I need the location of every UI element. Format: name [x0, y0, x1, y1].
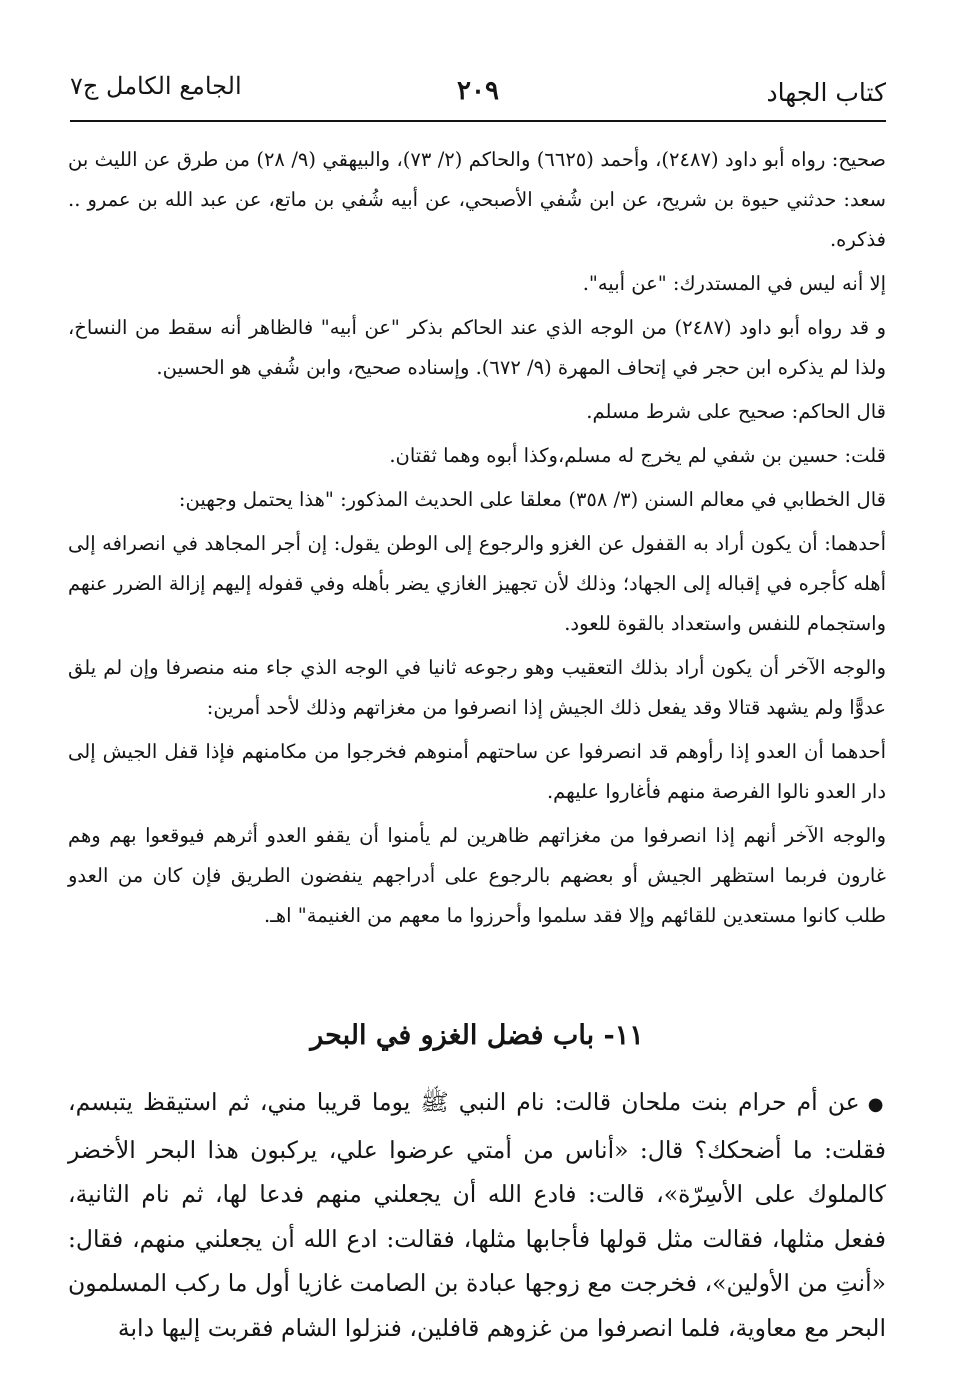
note-paragraph: و قد رواه أبو داود (٢٤٨٧) من الوجه الذي عند الحاكم بذكر "عن أبيه" فالظاهر أنه سقط من النساخ، ولذا لم يذكره ابن حجر في إتحاف المهرة (٩/ ٦٧٢). وإسناده صحيح، وابن شُفي هو الحسين. — [68, 316, 886, 379]
footnotes-block — [68, 140, 886, 940]
hadith-paragraph — [68, 1080, 886, 1350]
hadith-text: عن أم حرام بنت ملحان قالت: نام النبي ﷺ يوما قريبا مني، ثم استيقظ يتبسم، فقلت: ما أضحكك؟ قال: «أناس من أمتي عرضوا علي، يركبون هذا البحر الأخضر كالملوك على الأسِرّة»، قالت: فادع الله أن يجعلني منهم فدعا لها، ثم نام الثانية، ففعل مثلها، فقالت مثل قولها فأجابها مثلها، فقالت: ادع الله أن يجعلني منهم، فقال: «أنتِ من الأولين»، فخرجت مع زوجها عبادة بن الصامت غازيا أول ما ركب المسلمون البحر مع معاوية، فلما انصرفوا من غزوهم قافلين، فنزلوا الشام فقربت إليها دابة — [68, 1088, 886, 1342]
note-paragraph: والوجه الآخر أنهم إذا انصرفوا من مغزاتهم ظاهرين لم يأمنوا أن يقفو العدو أثرهم فيوقعوا بهم وهم غارون فربما استظهر الجيش أو بعضهم بالرجوع على أدراجهم ينفضون الطريق فإن كان من العدو طلب كانوا مستعدين للقائهم وإلا فقد سلموا وأحرزوا ما معهم من الغنيمة" اهـ. — [68, 824, 886, 927]
note-paragraph: أحدهما أن العدو إذا رأوهم قد انصرفوا عن ساحتهم أمنوهم فخرجوا من مكامنهم فإذا قفل الجيش إلى دار العدو نالوا الفرصة منهم فأغاروا عليهم. — [68, 740, 886, 803]
note-paragraph: أحدهما: أن يكون أراد به القفول عن الغزو والرجوع إلى الوطن يقول: إن أجر المجاهد في انصرافه إلى أهله كأجره في إقباله إلى الجهاد؛ وذلك لأن تجهيز الغازي يضر بأهله وفي قفوله إليهم إزالة الضرر عنهم واستجمام للنفس واستعداد بالقوة للعود. — [68, 532, 886, 635]
page-number: ٢٠٩ — [457, 76, 499, 106]
note-paragraph: قال الحاكم: صحيح على شرط مسلم. — [586, 400, 886, 423]
running-chapter-title: كتاب الجهاد — [766, 78, 886, 107]
chapter-heading: ١١- باب فضل الغزو في البحر — [310, 1020, 644, 1051]
note-paragraph: قلت: حسين بن شفي لم يخرج له مسلم،وكذا أبوه وهما ثقتان. — [389, 444, 886, 467]
note-paragraph: قال الخطابي في معالم السنن (٣/ ٣٥٨) معلقا على الحديث المذكور: "هذا يحتمل وجهين: — [178, 488, 886, 511]
bullet-icon: ● — [867, 1094, 886, 1115]
note-paragraph: والوجه الآخر أن يكون أراد بذلك التعقيب وهو رجوعه ثانيا في الوجه الذي جاء منه منصرفا وإن لم يلق عدوًّا ولم يشهد قتالا وقد يفعل ذلك الجيش إذا انصرفوا من مغزاتهم وذلك لأحد أمرين: — [68, 656, 886, 719]
running-book-title: الجامع الكامل ج٧ — [70, 72, 242, 100]
hadith-block — [68, 1080, 886, 1350]
note-paragraph: إلا أنه ليس في المستدرك: "عن أبيه". — [582, 272, 886, 295]
note-paragraph: صحيح: رواه أبو داود (٢٤٨٧)، وأحمد (٦٦٢٥) والحاكم (٢/ ٧٣)، والبيهقي (٩/ ٢٨) من طرق عن الليث بن سعد: حدثني حيوة بن شريح، عن ابن شُفي الأصبحي، عن أبيه شُفي بن ماتع، عن عبد الله بن عمرو .. فذكره. — [68, 148, 886, 251]
page-header — [70, 64, 886, 122]
